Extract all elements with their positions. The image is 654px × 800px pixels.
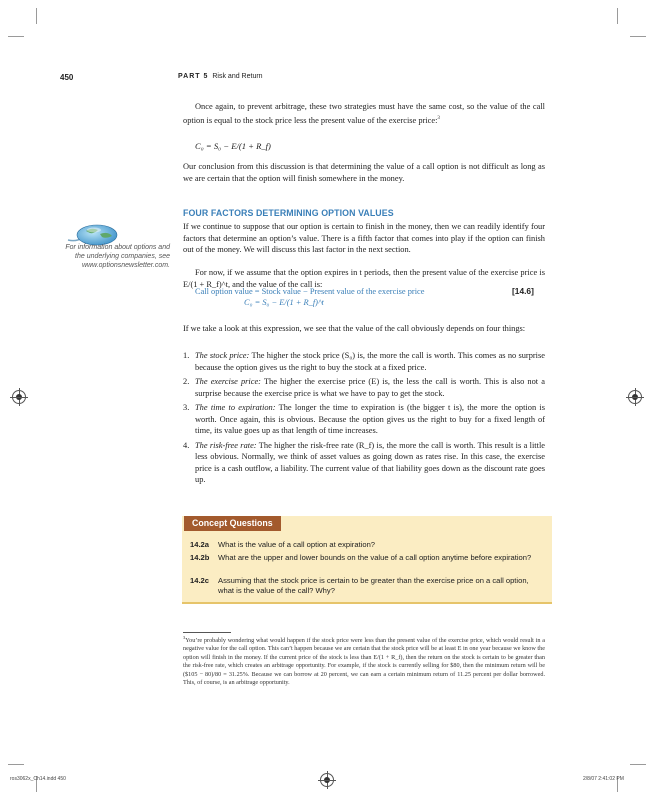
concept-questions-title: Concept Questions — [184, 516, 281, 531]
equation-call-value: C₀ = S₀ − E/(1 + R_f) — [195, 141, 271, 151]
factor-list — [183, 350, 545, 489]
crop-mark — [36, 8, 37, 24]
list-item: 2. The exercise price: The higher the exercise price (E) is, the less the call is worth. This is also not a surprise because the exercise price is what we have to pay to get the stock. — [183, 377, 545, 398]
running-header — [178, 73, 263, 80]
sidebar-note: For information about options and the underlying companies, see www.optionsnewsletter.com. — [65, 244, 170, 269]
slug-timestamp: 2/8/07 2:41:02 PM — [583, 776, 624, 782]
crop-mark — [617, 8, 618, 24]
list-item: 3. The time to expiration: The longer the time to expiration is (the bigger t is), the more the option is worth. Once again, this is obvious. Because the option gives us the right to buy for a fixed length of time, its value goes up as that length of time increases. — [183, 403, 545, 435]
crop-mark — [630, 764, 646, 765]
registration-mark-icon — [628, 390, 642, 404]
equation-call-value-t: C₀ = S₀ − E/(1 + R_f)^t — [244, 298, 324, 307]
page-number: 450 — [60, 73, 74, 82]
intro-paragraph: Once again, to prevent arbitrage, these two strategies must have the same cost, so the value of the call option is equal to the stock price less the present value of the exercise price:$^3$ — [183, 102, 545, 125]
equation-verbal: Call option value = Stock value − Present value of the exercise price — [195, 287, 425, 296]
section-paragraph-3: If we take a look at this expression, we see that the value of the call obviously depends on four things: — [183, 324, 526, 333]
crop-mark — [8, 764, 24, 765]
section-paragraph-1: If we continue to suppose that our option is certain to finish in the money, then we can readily identify four factors that determine an option’s value. There is a fifth factor that comes into play if the option can finish out of the money. We will discuss this last factor in the next section. — [183, 222, 545, 254]
footnote: $^3$You’re probably wondering what would happen if the stock price were less than the present value of the exercise price, which would result in a negative value for the call option. This can’t happen because we are certain that the stock price will be at least E in one year because we know the option will finish in the money. If the current price of the stock is less than E/(1 + R_f), then the return on the stock is certain to be greater than the risk-free rate, which creates an arbitrage opportunity. For example, if the stock is currently selling for $80, then the minimum return will be ($105 − 80)/80 = 31.25%. Because we can borrow at 20 percent, we can earn a certain minimum return of 11.25 percent per dollar borrowed. This, of course, is an arbitrage opportunity. — [183, 635, 545, 687]
conclusion-paragraph: Our conclusion from this discussion is that determining the value of a call option is not difficult as long as we are certain that the option will finish somewhere in the money. — [183, 162, 545, 183]
part-label: PART 5 — [178, 73, 209, 80]
concept-question: 14.2b What are the upper and lower bounds on the value of a call option anytime before expiration? — [190, 553, 532, 562]
section-heading: FOUR FACTORS DETERMINING OPTION VALUES — [183, 208, 394, 218]
list-item: 1. The stock price: The higher the stock price (S₀) is, the more the call is worth. This comes as no surprise because the option gives us the right to buy the stock at a fixed price. — [183, 351, 545, 372]
equation-number: [14.6] — [512, 286, 534, 296]
concept-question: 14.2a What is the value of a call option at expiration? — [190, 540, 376, 549]
registration-mark-icon — [320, 773, 334, 787]
section-paragraph-2: For now, if we assume that the option expires in t periods, then the present value of the exercise price is E/(1 + R_f)^t, and the value of the call is: — [183, 268, 545, 289]
registration-mark-icon — [12, 390, 26, 404]
crop-mark — [8, 36, 24, 37]
part-title: Risk and Return — [212, 73, 263, 80]
footnote-rule — [183, 632, 231, 633]
concept-question: 14.2c Assuming that the stock price is certain to be greater than the exercise price on a call option, what is the value of the call? Why? — [190, 576, 529, 595]
crop-mark — [630, 36, 646, 37]
slug-filename: ros3062x_Ch14.indd 450 — [10, 776, 66, 782]
list-item: 4. The risk-free rate: The higher the risk-free rate (R_f) is, the more the call is worth. This result is a little less obvious. Normally, we think of asset values as going down as rates rise. In this case, the exercise price is a cash outflow, a liability. The current value of that liability goes down as the discount rate goes up. — [183, 440, 545, 484]
